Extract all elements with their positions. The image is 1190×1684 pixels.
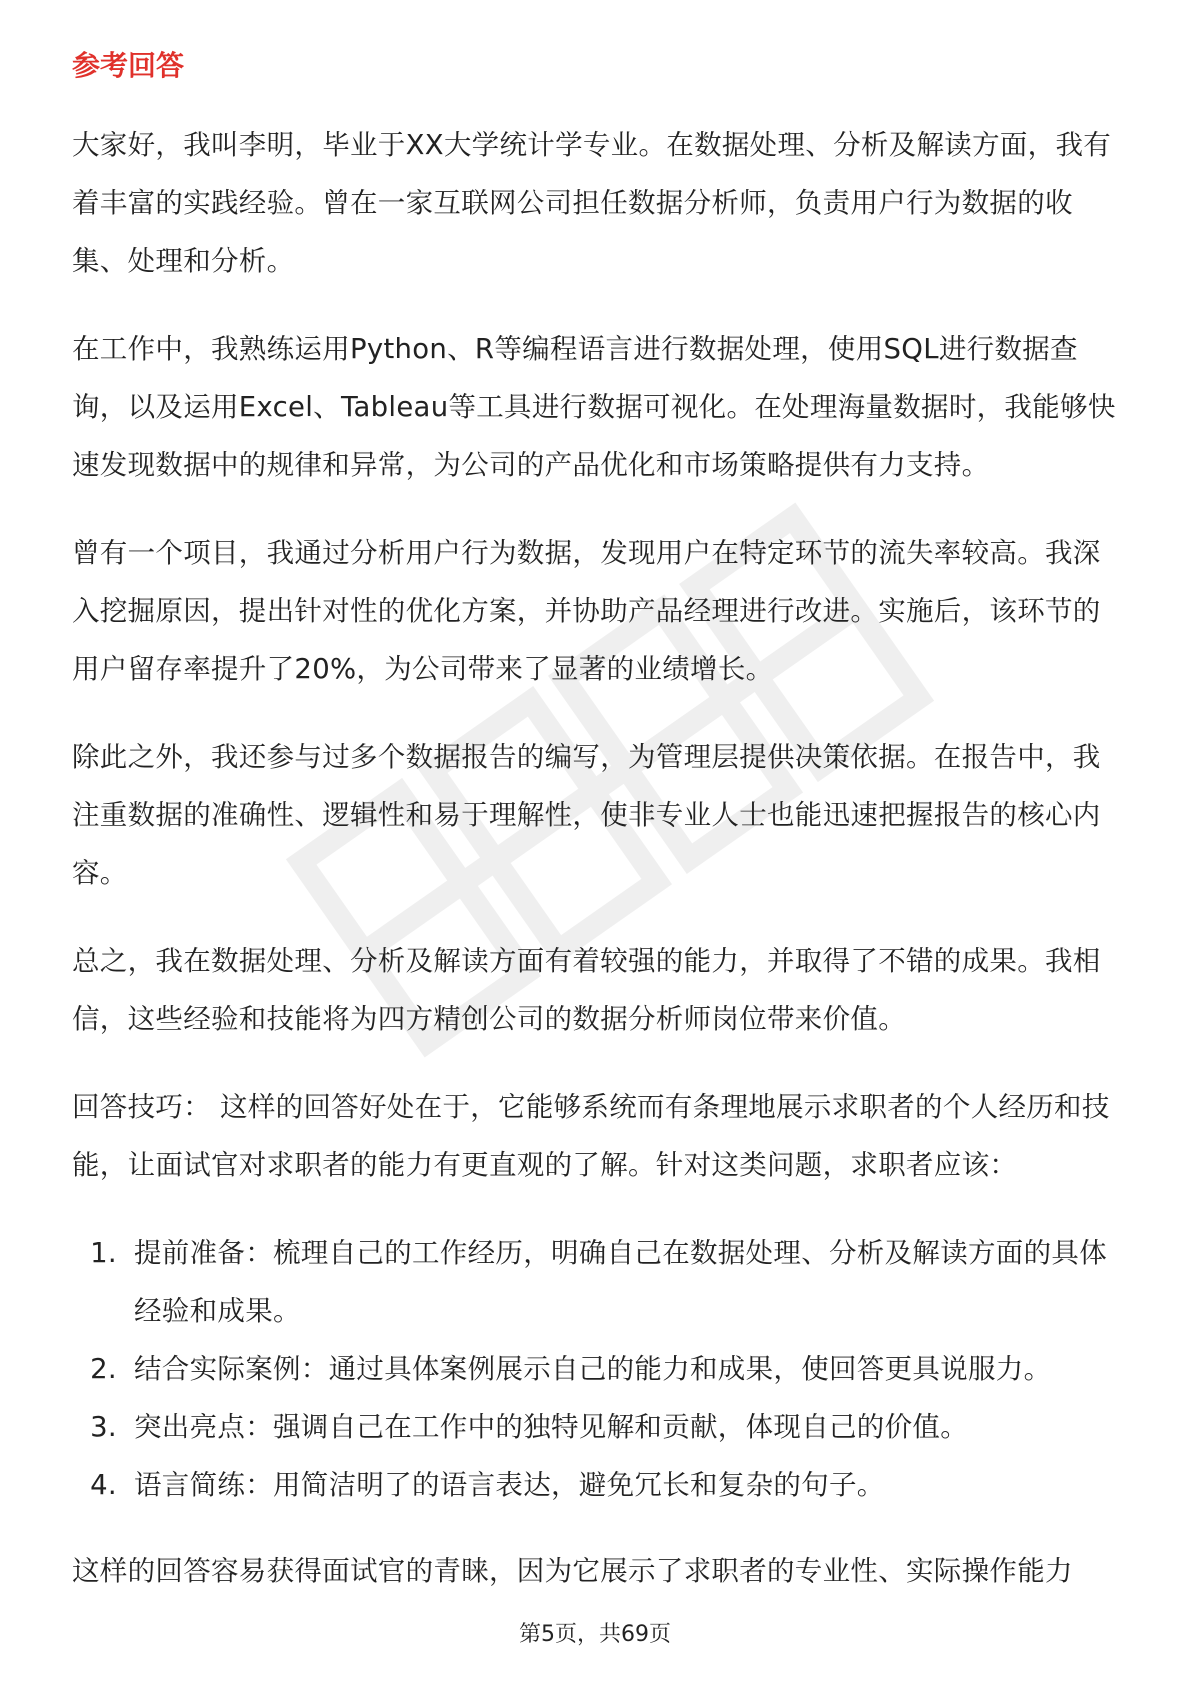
list-item: 4. 语言简练：用简洁明了的语言表达，避免冗长和复杂的句子。 — [126, 1456, 1126, 1514]
page-number: 第5页，共69页 — [519, 1622, 671, 1647]
paragraph-project: 曾有一个项目，我通过分析用户行为数据，发现用户在特定环节的流失率较高。我深入挖掘原因，提出针对性的优化方案，并协助产品经理进行改进。实施后，该环节的用户留存率提升了20%，为公司带来了显著的业绩增长。 — [72, 537, 1101, 685]
list-item: 1. 提前准备：梳理自己的工作经历，明确自己在数据处理、分析及解读方面的具体经验和成果。 — [126, 1224, 1126, 1340]
document-content — [72, 46, 1126, 1630]
paragraph-summary: 总之，我在数据处理、分析及解读方面有着较强的能力，并取得了不错的成果。我相信，这些经验和技能将为四方精创公司的数据分析师岗位带来价值。 — [72, 945, 1101, 1035]
paragraph-closing: 这样的回答容易获得面试官的青睐，因为它展示了求职者的专业性、实际操作能力 — [72, 1555, 1073, 1587]
list-item: 2. 结合实际案例：通过具体案例展示自己的能力和成果，使回答更具说服力。 — [126, 1340, 1126, 1398]
tips-list — [72, 1224, 1126, 1514]
paragraph-reports: 除此之外，我还参与过多个数据报告的编写，为管理层提供决策依据。在报告中，我注重数据的准确性、逻辑性和易于理解性，使非专业人士也能迅速把握报告的核心内容。 — [72, 741, 1101, 889]
paragraph-intro: 大家好，我叫李明，毕业于XX大学统计学专业。在数据处理、分析及解读方面，我有着丰富的实践经验。曾在一家互联网公司担任数据分析师，负责用户行为数据的收集、处理和分析。 — [72, 129, 1112, 277]
list-item: 3. 突出亮点：强调自己在工作中的独特见解和贡献，体现自己的价值。 — [126, 1398, 1126, 1456]
paragraph-tips-intro: 回答技巧： 这样的回答好处在于，它能够系统而有条理地展示求职者的个人经历和技能，让面试官对求职者的能力有更直观的了解。针对这类问题，求职者应该： — [72, 1091, 1110, 1181]
section-title: 参考回答 — [72, 49, 185, 82]
paragraph-skills: 在工作中，我熟练运用Python、R等编程语言进行数据处理，使用SQL进行数据查询，以及运用Excel、Tableau等工具进行数据可视化。在处理海量数据时，我能够快速发现数据中的规律和异常，为公司的产品优化和市场策略提供有力支持。 — [72, 333, 1116, 481]
